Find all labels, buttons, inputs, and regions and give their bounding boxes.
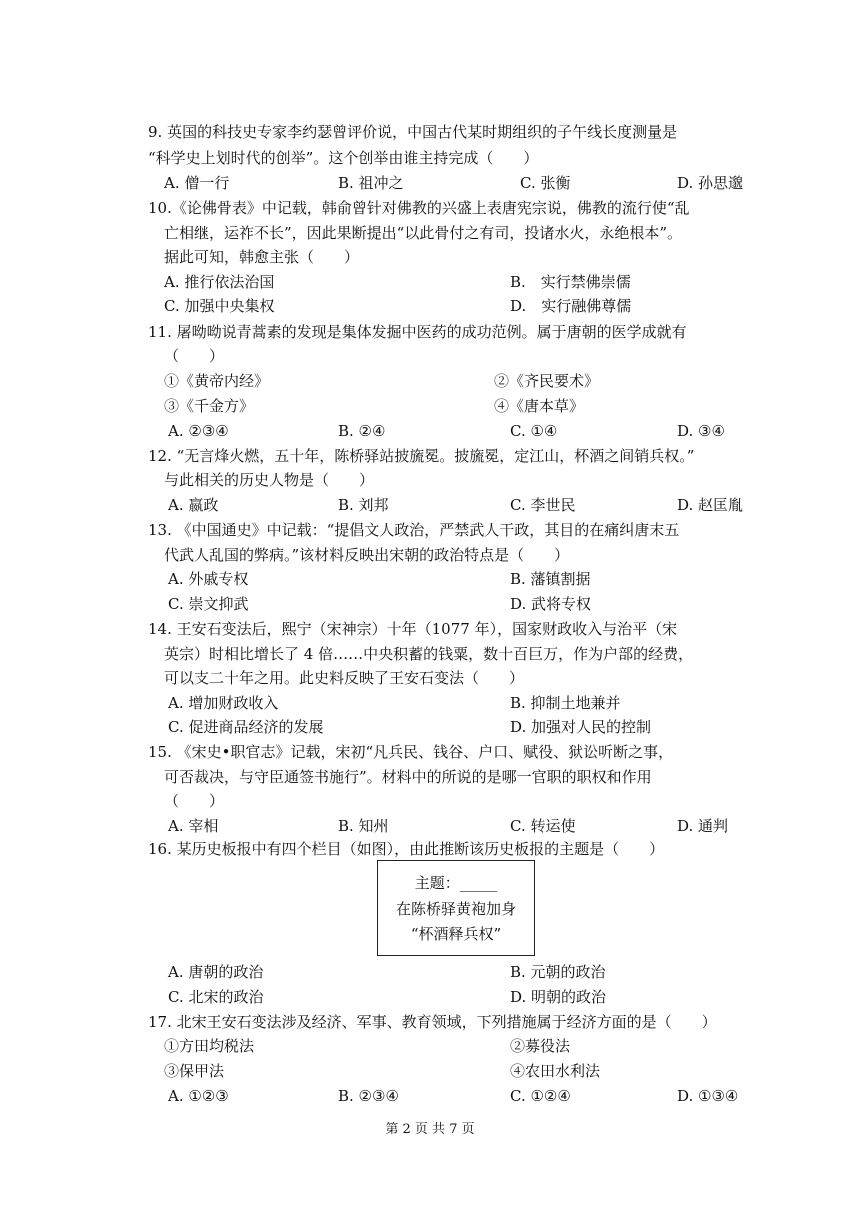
q17-item-4: ④农田水利法 <box>510 1062 601 1080</box>
q14-option-d: D. 加强对人民的控制 <box>510 718 652 736</box>
q10-option-c: C. 加强中央集权 <box>164 297 275 315</box>
q12-option-c: C. 李世民 <box>510 496 576 514</box>
q15-option-a: A. 宰相 <box>168 817 219 835</box>
q13-text-2: 代武人乱国的弊病。”该材料反映出宋朝的政治特点是（ ） <box>164 546 570 564</box>
q15-option-d: D. 通判 <box>677 817 729 835</box>
page-number-footer: 第 2 页 共 7 页 <box>385 1122 475 1137</box>
q10-text-3: 据此可知，韩愈主张（ ） <box>164 248 360 266</box>
q11-text-1: 11. 屠呦呦说青蒿素的发现是集体发掘中医药的成功范例。属于唐朝的医学成就有 <box>148 323 687 341</box>
q13-option-c: C. 崇文抑武 <box>168 595 249 613</box>
q12-text-1: 12. “无言烽火燃，五十年，陈桥驿站披旒冕。披旒冕，定江山，杯酒之间销兵权。” <box>148 447 695 465</box>
q14-text-1: 14. 王安石变法后，熙宁（宋神宗）十年（1077 年），国家财政收入与治平（宋 <box>148 620 678 638</box>
q11-item-1: ①《黄帝内经》 <box>164 372 270 390</box>
q12-text-2: 与此相关的历史人物是（ ） <box>164 471 375 489</box>
q16-option-a: A. 唐朝的政治 <box>168 963 264 981</box>
q11-text-2: （ ） <box>164 347 225 365</box>
q9-text-1: 9. 英国的科技史专家李约瑟曾评价说，中国古代某时期组织的子午线长度测量是 <box>148 123 678 141</box>
figure-line-3: “杯酒释兵权” <box>410 925 502 943</box>
q17-option-a: A. ①②③ <box>168 1087 229 1105</box>
q11-item-3: ③《千金方》 <box>164 397 255 415</box>
q17-option-c: C. ①②④ <box>510 1087 571 1105</box>
figure-theme-line: 主题：_____ <box>414 874 498 892</box>
q17-item-3: ③保甲法 <box>164 1062 225 1080</box>
q10-option-d: D. 实行融佛尊儒 <box>510 297 632 315</box>
blackboard-figure <box>377 860 535 956</box>
q12-option-d: D. 赵匡胤 <box>677 496 744 514</box>
q10-text-1: 10.《论佛骨表》中记载，韩俞曾针对佛教的兴盛上表唐宪宗说，佛教的流行使“乱 <box>148 199 690 217</box>
q14-option-c: C. 促进商品经济的发展 <box>168 718 324 736</box>
q13-option-b: B. 藩镇割据 <box>510 570 591 588</box>
q10-option-b: B. 实行禁佛崇儒 <box>510 273 631 291</box>
q16-text-1: 16. 某历史板报中有四个栏目（如图），由此推断该历史板报的主题是（ ） <box>148 840 665 858</box>
q17-item-2: ②募役法 <box>510 1037 571 1055</box>
q16-option-d: D. 明朝的政治 <box>510 988 607 1006</box>
q12-option-a: A. 嬴政 <box>168 496 219 514</box>
q16-option-b: B. 元朝的政治 <box>510 963 606 981</box>
q15-option-c: C. 转运使 <box>510 817 576 835</box>
q14-text-2: 英宗）时相比增长了 4 倍……中央积蓄的钱粟，数十百巨万，作为户部的经费， <box>164 645 694 663</box>
q9-option-d: D. 孙思邈 <box>677 174 744 192</box>
q15-text-1: 15. 《宋史•职官志》记载，宋初“凡兵民、钱谷、户口、赋役、狱讼听断之事， <box>148 743 674 761</box>
q9-text-2: “科学史上划时代的创举”。这个创举由谁主持完成（ ） <box>148 149 539 167</box>
figure-line-2: 在陈桥驿黄袍加身 <box>395 900 516 918</box>
q12-option-b: B. 刘邦 <box>338 496 389 514</box>
q15-text-3: （ ） <box>164 792 225 810</box>
q13-option-d: D. 武将专权 <box>510 595 592 613</box>
q15-text-2: 可否裁决，与守臣通签书施行”。材料中的所说的是哪一官职的职权和作用 <box>164 768 652 786</box>
q11-option-c: C. ①④ <box>510 422 558 440</box>
q11-item-4: ④《唐本草》 <box>494 397 585 415</box>
q17-item-1: ①方田均税法 <box>164 1037 255 1055</box>
q9-option-c: C. 张衡 <box>520 174 571 192</box>
q14-option-b: B. 抑制土地兼并 <box>510 694 621 712</box>
q11-option-b: B. ②④ <box>338 422 386 440</box>
q14-option-a: A. 增加财政收入 <box>168 694 279 712</box>
q17-option-b: B. ②③④ <box>338 1087 399 1105</box>
q14-text-3: 可以支二十年之用。此史料反映了王安石变法（ ） <box>164 669 525 687</box>
q16-option-c: C. 北宋的政治 <box>168 988 264 1006</box>
q13-text-1: 13. 《中国通史》中记载：“提倡文人政治，严禁武人干政，其目的在痛纠唐末五 <box>148 521 680 539</box>
q9-option-a: A. 僧一行 <box>164 174 230 192</box>
q11-option-d: D. ③④ <box>677 422 725 440</box>
q13-option-a: A. 外戚专权 <box>168 570 249 588</box>
q11-option-a: A. ②③④ <box>168 422 229 440</box>
q15-option-b: B. 知州 <box>338 817 389 835</box>
q11-item-2: ②《齐民要术》 <box>494 372 600 390</box>
q17-option-d: D. ①③④ <box>677 1087 739 1105</box>
q10-text-2: 亡相继，运祚不长”，因此果断提出“以此骨付之有司，投诸水火，永绝根本”。 <box>164 224 683 242</box>
q10-option-a: A. 推行依法治国 <box>164 273 275 291</box>
q17-text-1: 17. 北宋王安石变法涉及经济、军事、教育领域，下列措施属于经济方面的是（ ） <box>148 1013 717 1031</box>
q9-option-b: B. 祖冲之 <box>338 174 404 192</box>
